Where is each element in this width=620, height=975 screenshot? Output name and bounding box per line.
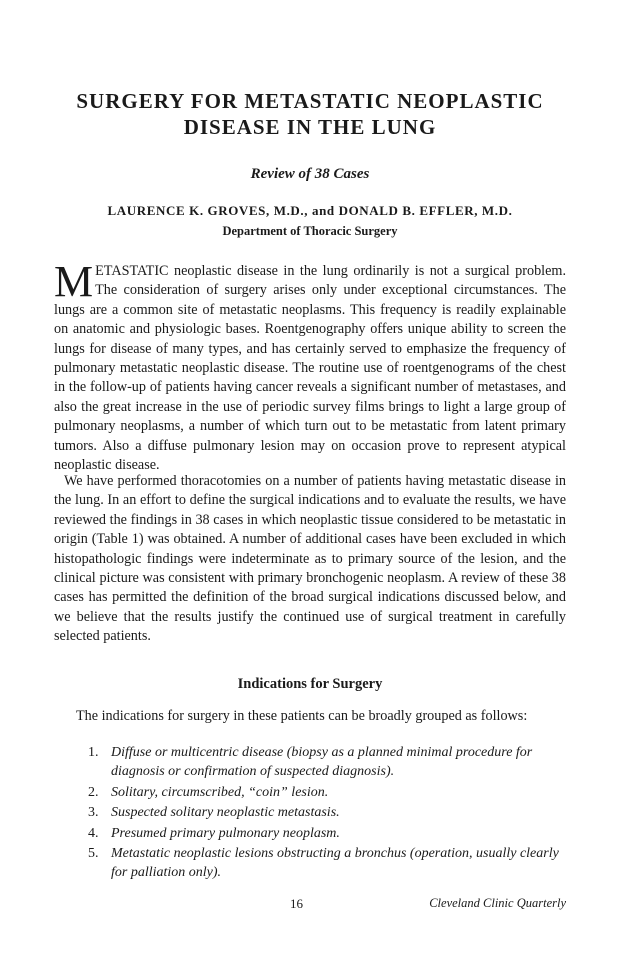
list-item <box>88 783 578 802</box>
list-item <box>88 743 578 782</box>
section-heading: Indications for Surgery <box>237 676 383 692</box>
list-item <box>88 803 578 822</box>
indications-list <box>88 743 578 884</box>
list-item-number: 4. <box>88 825 99 841</box>
article-title: SURGERY FOR METASTATIC NEOPLASTIC DISEASE IN THE LUNG <box>76 89 544 139</box>
list-item-number: 1. <box>88 745 99 760</box>
intro-paragraph <box>54 257 566 475</box>
department-line: Department of Thoracic Surgery <box>222 224 398 238</box>
author-line: LAURENCE K. GROVES, M.D., and DONALD B. EFFLER, M.D. <box>107 203 513 218</box>
list-item-number: 2. <box>88 784 99 800</box>
page-number: 16 <box>290 896 303 911</box>
intro-paragraph-text: ETASTATIC neoplastic disease in the lung ordinarily is not a surgical problem. The consideration of surgery arises only under exceptional circumstances. The lungs are a common site of metastatic neoplasms. This frequency is readily explainable on anatomic and physiologic bases. Roentgenography offers unique ability to screen the lungs for disease of many types, and has certainly served to emphasize the frequency of pulmonary metastatic neoplastic disease. The routine use of roentgenograms of the chest in the follow-up of patients having cancer reveals a significant number of metastases, and also the great increase in the use of periodic survey films brings to light a large group of pulmonary neoplasms, a number of which turn out to be metastatic from latent primary tumors. Also a diffuse pulmonary lesion may on occasion prove to represent atypical neoplastic disease. <box>54 263 566 474</box>
indications-intro: The indications for surgery in these patients can be broadly grouped as follows: <box>76 708 528 724</box>
drop-cap: M <box>54 257 94 306</box>
list-item-text: Diffuse or multicentric disease (biopsy as a planned minimal procedure for diagnosis or confirmation of suspected diagnosis). <box>111 745 533 780</box>
article-subtitle: Review of 38 Cases <box>250 166 370 182</box>
list-item-number: 3. <box>88 805 99 821</box>
methods-paragraph: We have performed thoracotomies on a number of patients having metastatic disease in the lung. In an effort to define the surgical indications and to evaluate the results, we have reviewed the findings in 38 cases in which neoplastic tissue considered to be metastatic in origin (Table 1) was obtained. A number of additional cases have been excluded in which histopathologic findings were indeterminate as to primary source of the lesion, and the clinical picture was consistent with primary bronchogenic neoplasm. A review of these 38 cases has permitted the definition of the broad surgical indications discussed below, and we believe that the results justify the continued use of surgical treatment in carefully selected patients. <box>54 473 566 645</box>
journal-name: Cleveland Clinic Quarterly <box>429 896 566 910</box>
list-item-text: Metastatic neoplastic lesions obstructing a bronchus (operation, usually clearly for palliation only). <box>111 846 559 881</box>
list-item <box>88 844 578 883</box>
list-item <box>88 824 578 843</box>
list-item-text: Suspected solitary neoplastic metastasis. <box>111 805 340 821</box>
list-item-number: 5. <box>88 846 99 862</box>
list-item-text: Presumed primary pulmonary neoplasm. <box>111 825 340 841</box>
list-item-text: Solitary, circumscribed, “coin” lesion. <box>111 784 329 800</box>
